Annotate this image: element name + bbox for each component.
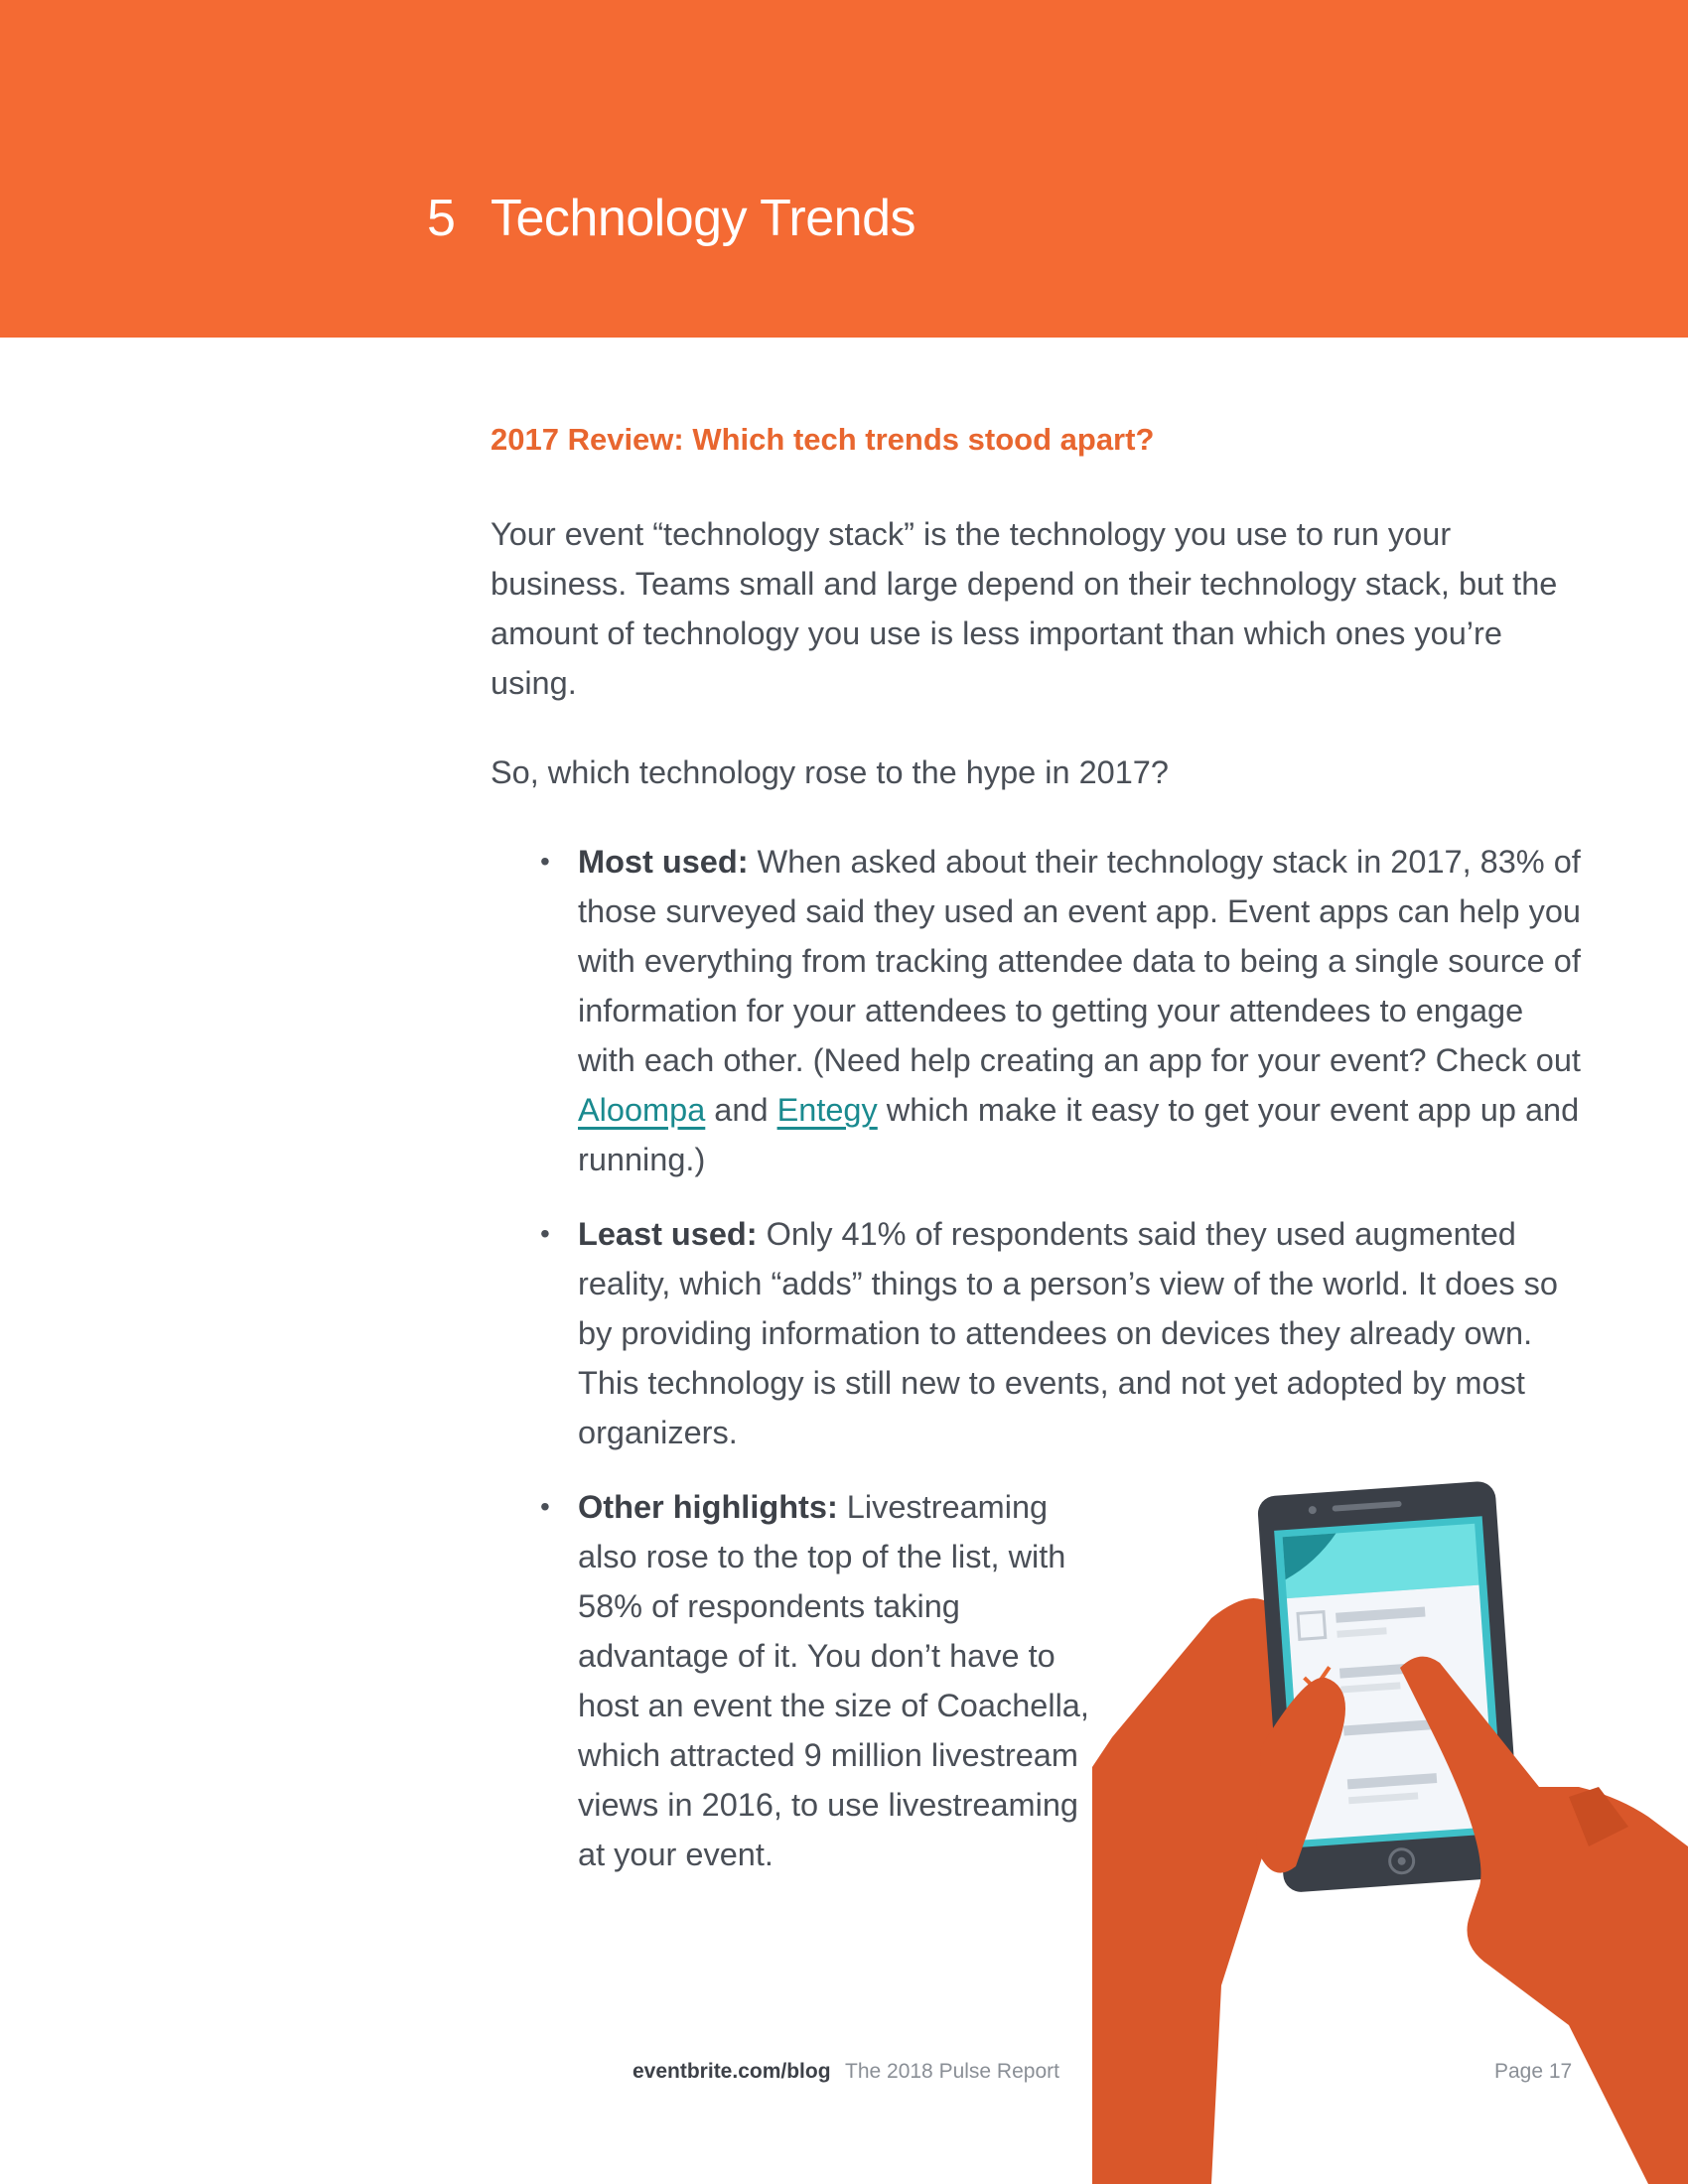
bullet-text: Livestreaming also rose to the top of the list, with 58% of respondents taking advantage of it. You don’t have to host an event the size of Coachella, which attracted 9 million livestream views in 2016, to use livestreaming at your event. xyxy=(578,1489,1089,1872)
bullet-lead: Other highlights: xyxy=(578,1489,838,1525)
footer-page-number: Page 17 xyxy=(1494,2060,1573,2083)
bullet-dot: • xyxy=(540,846,550,877)
hands-holding-phone-icon xyxy=(1092,1469,1688,2184)
bullet-dot: • xyxy=(540,1218,550,1249)
bullet-text: Only 41% of respondents said they used augmented reality, which “adds” things to a person’s view of the world. It does so by providing information to attendees on devices they already own. This technology is still new to events, and not yet adopted by most organizers. xyxy=(578,1216,1558,1450)
chapter-number: 5 xyxy=(427,190,456,247)
bullet-lead: Least used: xyxy=(578,1216,758,1252)
aloompa-link[interactable]: Aloompa xyxy=(578,1092,706,1128)
bullet-other-highlights xyxy=(491,1482,1094,1879)
section-title: 2017 Review: Which tech trends stood apart? xyxy=(491,422,1155,457)
question-paragraph: So, which technology rose to the hype in 2017? xyxy=(491,754,1169,790)
entegy-link[interactable]: Entegy xyxy=(776,1092,878,1128)
bullet-text-mid: and xyxy=(705,1092,777,1128)
bullet-most-used xyxy=(491,837,1583,1184)
right-hand-icon xyxy=(1400,1657,1688,2184)
intro-paragraph: Your event “technology stack” is the technology you use to run your business. Teams small and large depend on their technology stack, but the amount of technology you use is less important than which ones you’re using. xyxy=(491,516,1558,701)
bullet-dot: • xyxy=(540,1491,550,1522)
bullet-least-used xyxy=(491,1209,1583,1457)
bullet-text: When asked about their technology stack in 2017, 83% of those surveyed said they used an event app. Event apps can help you with everything from tracking attendee data to being a single source of information for your attendees to getting your attendees to engage with each other. (Need help creating an app for your event? Check out xyxy=(578,844,1581,1078)
header-band xyxy=(0,0,1688,338)
left-hand-icon xyxy=(1092,1598,1291,2184)
bullet-text-end: which make it easy to get your event app up and running.) xyxy=(578,1092,1580,1177)
chapter-title: Technology Trends xyxy=(491,190,915,247)
footer-report-title: The 2018 Pulse Report xyxy=(845,2060,1059,2083)
bullet-lead: Most used: xyxy=(578,844,749,880)
footer-site: eventbrite.com/blog xyxy=(633,2060,831,2083)
